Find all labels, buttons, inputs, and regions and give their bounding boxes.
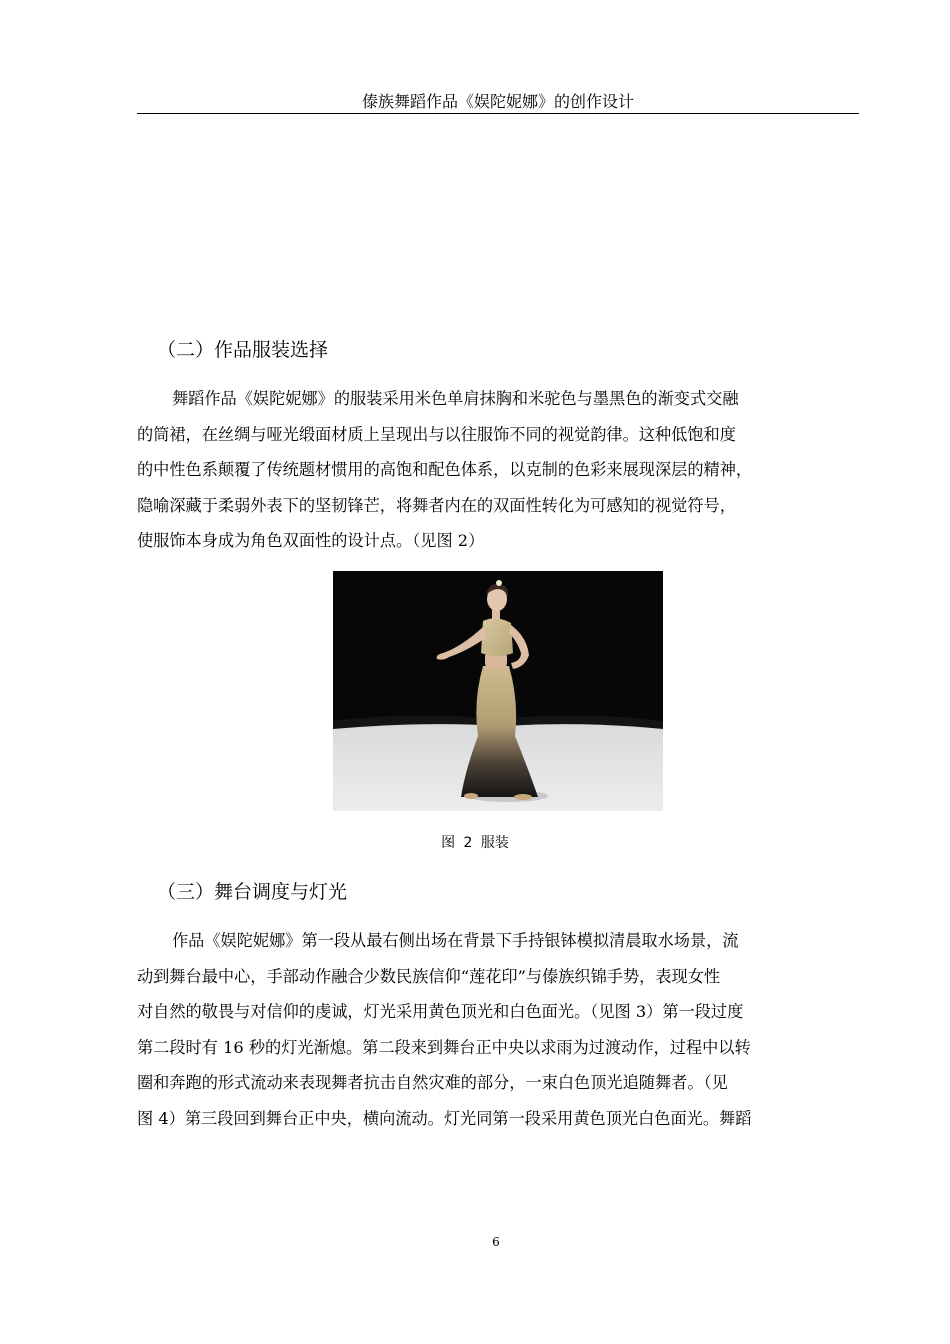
paragraph-line: 对自然的敬畏与对信仰的虔诚，灯光采用黄色顶光和白色面光。（见图 3）第一段过度	[137, 1002, 744, 1022]
paragraph-line: 使服饰本身成为角色双面性的设计点。（见图 2）	[137, 531, 485, 551]
paragraph-line: 图 4）第三段回到舞台正中央，横向流动。灯光同第一段采用黄色顶光白色面光。舞蹈	[137, 1108, 752, 1128]
paragraph-line: 动到舞台最中心，手部动作融合少数民族信仰“莲花印”与傣族织锦手势，表现女性	[137, 966, 721, 986]
paragraph-line: 隐喻深藏于柔弱外表下的坚韧锋芒，将舞者内在的双面性转化为可感知的视觉符号，	[137, 495, 736, 515]
paragraph-line: 的筒裙，在丝绸与哑光缎面材质上呈现出与以往服饰不同的视觉韵律。这种低饱和度	[137, 424, 736, 444]
running-header: 傣族舞蹈作品《娱陀妮娜》的创作设计	[361, 92, 634, 111]
section-heading-stage-lighting: （三）舞台调度与灯光	[157, 881, 348, 903]
paragraph-line: 第二段时有 16 秒的灯光渐熄。第二段来到舞台正中央以求雨为过渡动作，过程中以转	[137, 1037, 751, 1057]
paragraph-stage-lighting	[137, 923, 867, 1137]
header-rule	[137, 113, 859, 114]
paragraph-line: 作品《娱陀妮娜》第一段从最右侧出场在背景下手持银钵模拟清晨取水场景，流	[172, 931, 739, 950]
costume-photo	[333, 571, 663, 811]
page-number: 6	[492, 1235, 500, 1249]
paragraph-line: 舞蹈作品《娱陀妮娜》的服装采用米色单肩抹胸和米驼色与墨黑色的渐变式交融	[172, 389, 739, 408]
paragraph-costume	[137, 381, 867, 559]
figure-caption: 图 2 服装	[441, 835, 509, 851]
section-heading-costume: （二）作品服装选择	[157, 339, 329, 361]
paragraph-line: 的中性色系颠覆了传统题材惯用的高饱和配色体系，以克制的色彩来展现深层的精神，	[137, 460, 753, 480]
paragraph-line: 圈和奔跑的形式流动来表现舞者抗击自然灾难的部分，一束白色顶光追随舞者。（见	[137, 1073, 728, 1093]
